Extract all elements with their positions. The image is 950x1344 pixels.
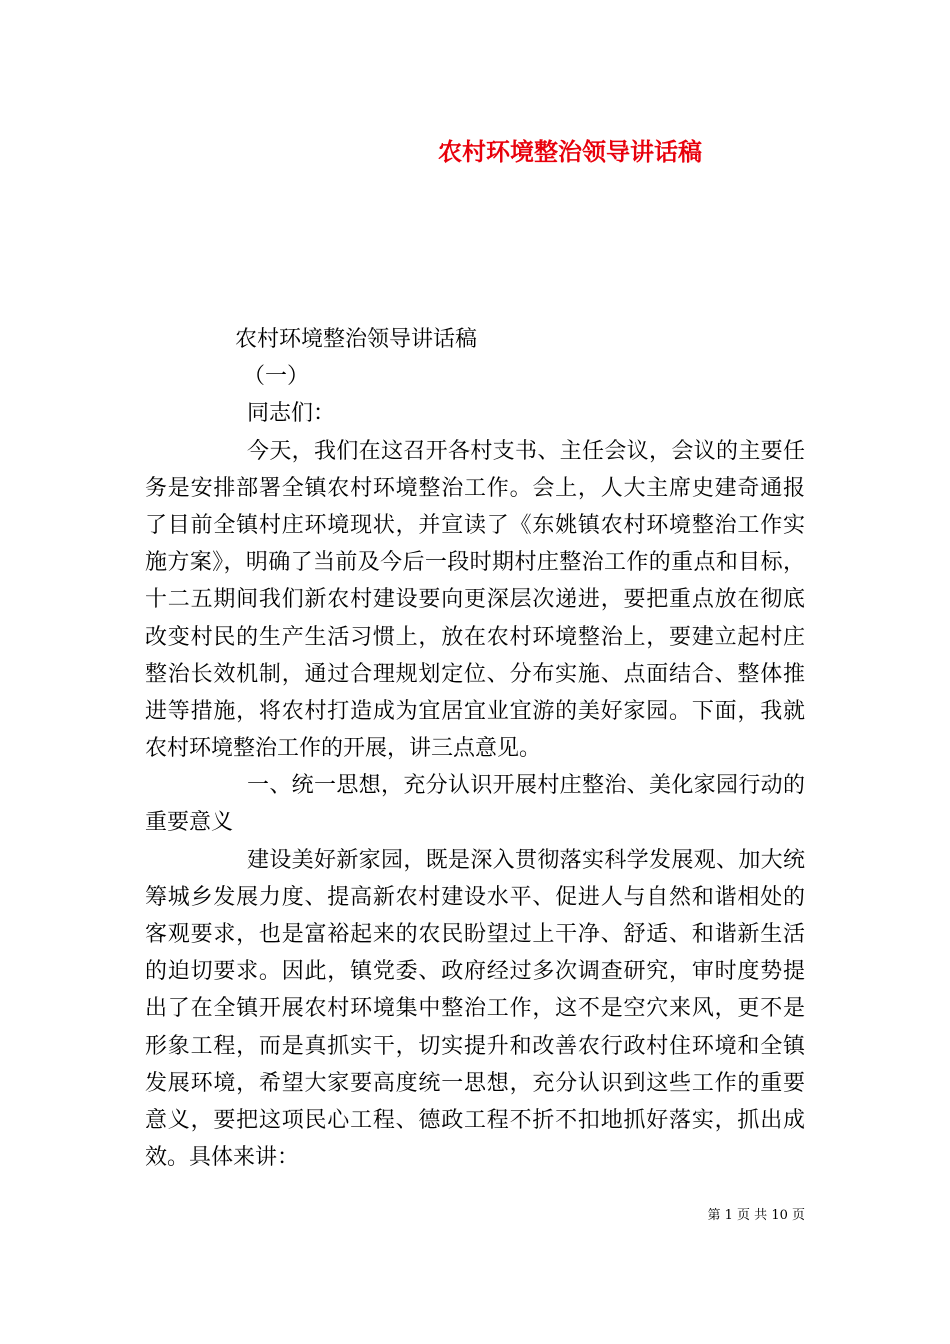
section-heading-1 xyxy=(145,767,805,841)
text-line: 意义，要把这项民心工程、德政工程不折不扣地抓好落实，抓出成 xyxy=(145,1107,805,1133)
text-line: 建设美好新家园，既是深入贯彻落实科学发展观、加大统 xyxy=(247,847,805,873)
text-line: 今天，我们在这召开各村支书、主任会议，会议的主要任 xyxy=(247,438,805,464)
text-line: 筹城乡发展力度、提高新农村建设水平、促进人与自然和谐相处的 xyxy=(145,884,805,910)
text-line: 施方案》，明确了当前及今后一段时期村庄整治工作的重点和目标， xyxy=(145,550,805,576)
text-line: 重要意义 xyxy=(145,810,234,836)
text-line: 了目前全镇村庄环境现状，并宣读了《东姚镇农村环境整治工作实 xyxy=(145,512,805,538)
text-line: 整治长效机制，通过合理规划定位、分布实施、点面结合、整体推 xyxy=(145,661,805,687)
text-line: 发展环境，希望大家要高度统一思想，充分认识到这些工作的重要 xyxy=(145,1070,805,1096)
text-line: 农村环境整治工作的开展，讲三点意见。 xyxy=(145,736,542,762)
text-line: 的迫切要求。因此，镇党委、政府经过多次调查研究，审时度势提 xyxy=(145,959,805,985)
document-body xyxy=(145,321,805,1176)
text-line: 效。具体来讲： xyxy=(145,1145,300,1171)
text-line: 客观要求，也是富裕起来的农民盼望过上干净、舒适、和谐新生活 xyxy=(145,922,805,947)
text-line: 十二五期间我们新农村建设要向更深层次递进，要把重点放在彻底 xyxy=(145,587,805,613)
salutation: 同志们： xyxy=(247,401,336,427)
section-number: （一） xyxy=(243,364,310,390)
paragraph-1 xyxy=(145,433,805,768)
page-footer: 第 1 页 共 10 页 xyxy=(707,1208,805,1223)
heading: 农村环境整治领导讲话稿 xyxy=(235,327,478,352)
paragraph-2 xyxy=(145,842,805,1177)
text-line: 改变村民的生产生活习惯上，放在农村环境整治上，要建立起村庄 xyxy=(145,624,805,650)
text-line: 出了在全镇开展农村环境集中整治工作，这不是空穴来风，更不是 xyxy=(145,996,805,1022)
document-title: 农村环境整治领导讲话稿 xyxy=(438,137,702,166)
text-line: 一、统一思想，充分认识开展村庄整治、美化家园行动的 xyxy=(247,773,805,799)
text-line: 务是安排部署全镇农村环境整治工作。会上，人大主席史建奇通报 xyxy=(145,475,805,501)
text-line: 进等措施，将农村打造成为宜居宜业宜游的美好家园。下面，我就 xyxy=(145,698,805,724)
text-line: 形象工程，而是真抓实干，切实提升和改善农行政村住环境和全镇 xyxy=(145,1033,805,1059)
